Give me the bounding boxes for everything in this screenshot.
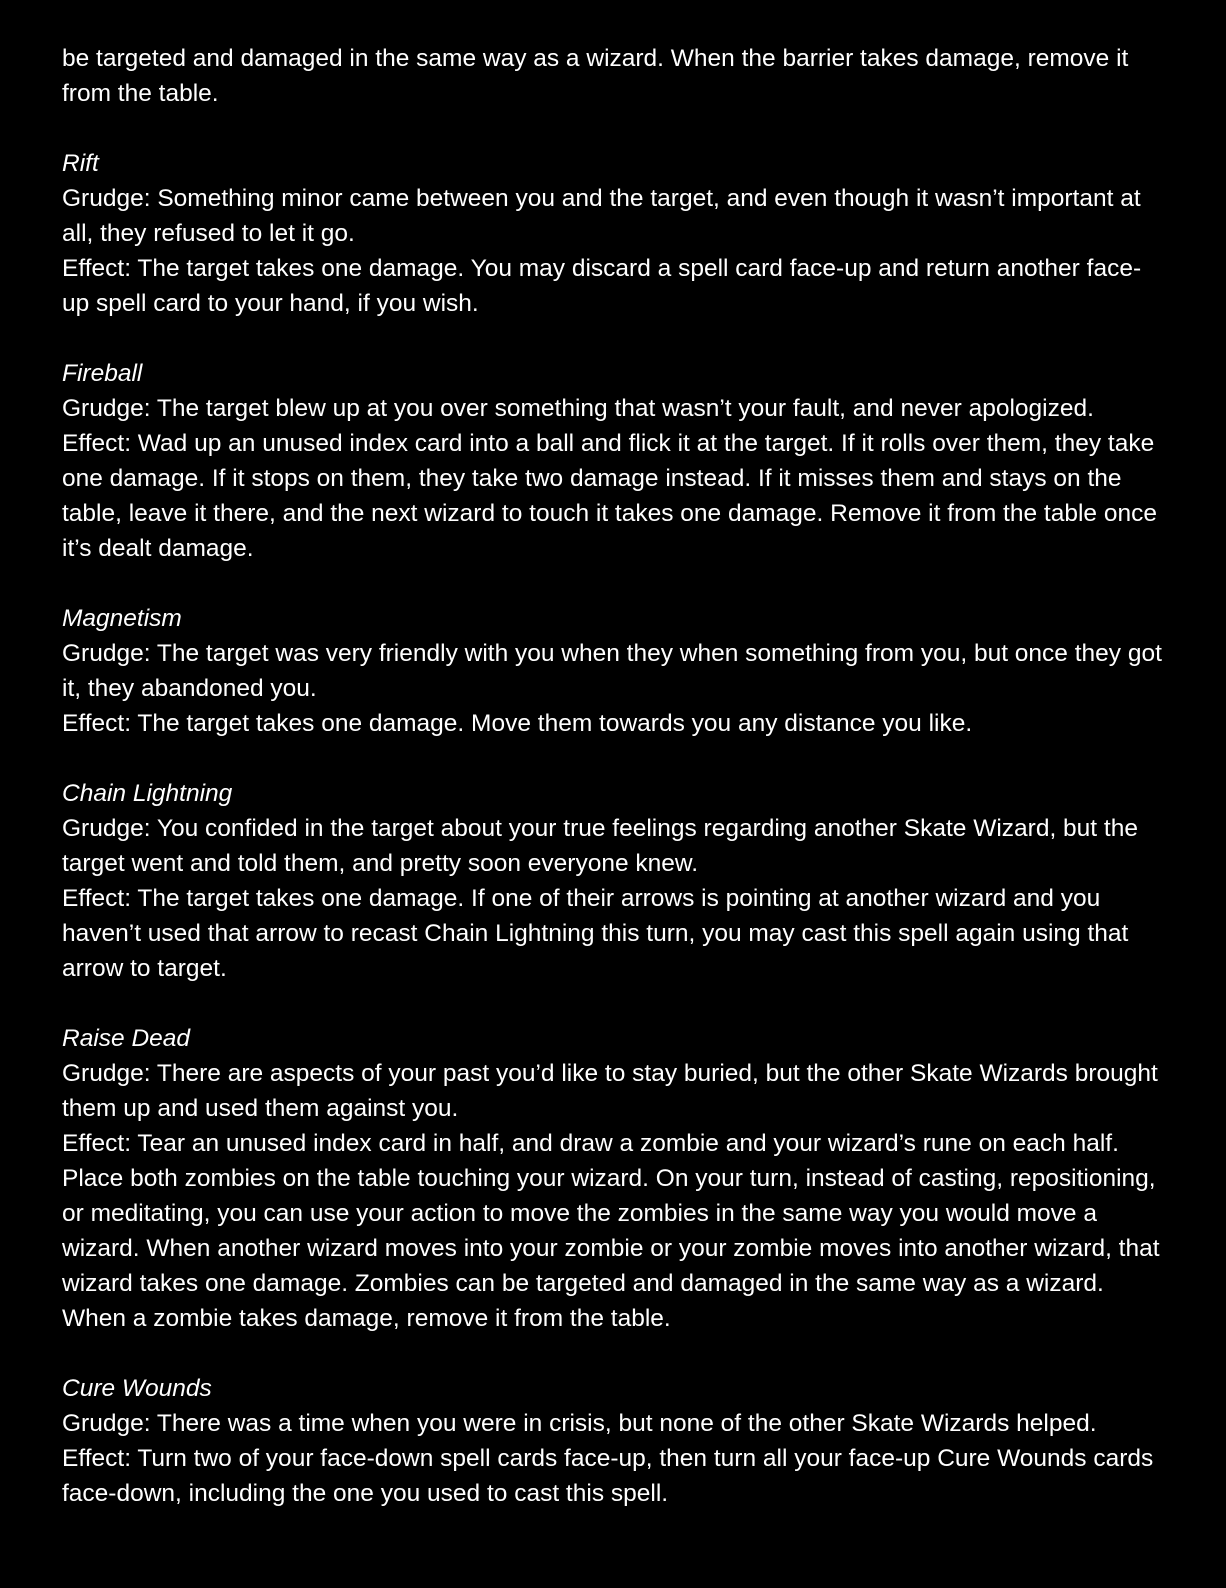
spell-effect: Effect: Tear an unused index card in half, and draw a zombie and your wizard’s rune on each half. Place both zombies on the table touching your wizard. On your turn, instead of casting, repositioning, or meditating, you can use your action to move the zombies in the same way you would move a wizard. When another wizard moves into your zombie or your zombie moves into another wizard, that wizard takes one damage. Zombies can be targeted and damaged in the same way as a wizard. When a zombie takes damage, remove it from the table. [62,1130,1160,1332]
intro-text: be targeted and damaged in the same way as a wizard. When the barrier takes damage, remove it from the table. [62,45,1129,107]
spell-entry-fireball [62,356,1166,566]
spell-entry-magnetism [62,601,1166,741]
spell-entry-rift [62,146,1166,321]
spell-grudge: Grudge: Something minor came between you and the target, and even though it wasn’t important at all, they refused to let it go. [62,185,1141,247]
spell-name: Cure Wounds [62,1375,212,1402]
spell-effect: Effect: Turn two of your face-down spell cards face-up, then turn all your face-up Cure Wounds cards face-down, including the one you used to cast this spell. [62,1445,1154,1507]
spell-entry-cure-wounds [62,1371,1166,1511]
spell-grudge: Grudge: You confided in the target about your true feelings regarding another Skate Wizard, but the target went and told them, and pretty soon everyone knew. [62,815,1138,877]
spell-name: Fireball [62,360,143,387]
spell-effect: Effect: The target takes one damage. Move them towards you any distance you like. [62,710,973,737]
spell-grudge: Grudge: There was a time when you were in crisis, but none of the other Skate Wizards helped. [62,1410,1097,1437]
spell-effect: Effect: The target takes one damage. You may discard a spell card face-up and return another face-up spell card to your hand, if you wish. [62,255,1142,317]
spell-grudge: Grudge: The target was very friendly with you when they when something from you, but once they got it, they abandoned you. [62,640,1162,702]
spell-entry-chain-lightning [62,776,1166,986]
spell-effect: Effect: Wad up an unused index card into a ball and flick it at the target. If it rolls over them, they take one damage. If it stops on them, they take two damage instead. If it misses them and stays on the table, leave it there, and the next wizard to touch it takes one damage. Remove it from the table once it’s dealt damage. [62,430,1157,562]
spell-grudge: Grudge: The target blew up at you over something that wasn’t your fault, and never apologized. [62,395,1094,422]
spell-entry-raise-dead [62,1021,1166,1336]
spell-name: Rift [62,150,99,177]
spell-name: Raise Dead [62,1025,191,1052]
intro-paragraph [62,41,1166,111]
spell-grudge: Grudge: There are aspects of your past you’d like to stay buried, but the other Skate Wizards brought them up and used them against you. [62,1060,1158,1122]
spell-name: Chain Lightning [62,780,233,807]
spell-name: Magnetism [62,605,182,632]
spell-effect: Effect: The target takes one damage. If one of their arrows is pointing at another wizard and you haven’t used that arrow to recast Chain Lightning this turn, you may cast this spell again using that arrow to target. [62,885,1129,982]
